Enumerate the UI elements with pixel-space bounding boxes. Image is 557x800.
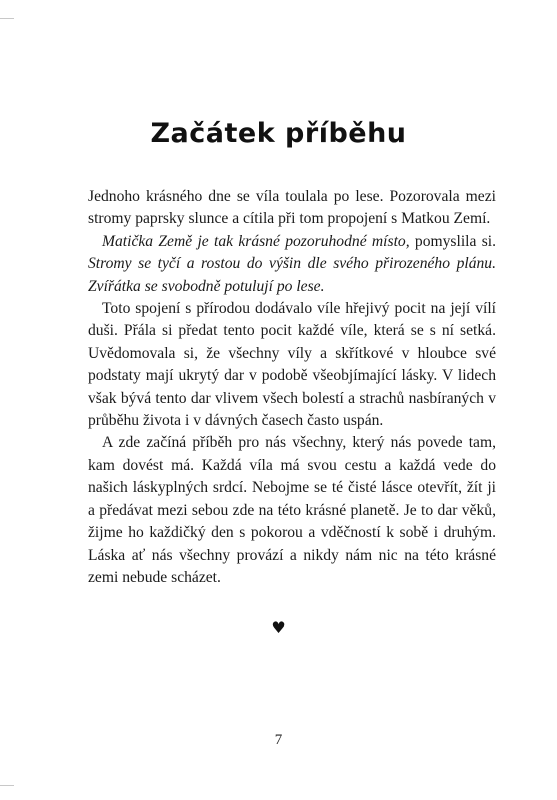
body-text xyxy=(88,186,496,589)
paragraph-2-italic: Matička Země je tak krásné pozoruhodné místo, xyxy=(102,232,410,250)
page-number: 7 xyxy=(274,732,283,748)
heart-icon: ♥ xyxy=(271,618,286,637)
crop-mark-top xyxy=(0,18,14,19)
paragraph-2-italic-end: Stromy se tyčí a rostou do výšin dle svého přirozeného plánu. Zvířátka se svobodně potulují po lese. xyxy=(88,255,496,295)
paragraph-2 xyxy=(88,231,496,298)
chapter-title: Začátek příběhu xyxy=(150,118,407,149)
crop-mark-bottom xyxy=(0,785,14,786)
paragraph-4: A zde začíná příběh pro nás všechny, který nás povede tam, kam dovést má. Každá víla má svou cestu a každá vede do našich láskyplných srdcí. Nebojme se té čisté lásce otevřít, žít ji a předávat mezi sebou zde na této krásné planetě. Je to dar věků, žijme ho každičký den s pokorou a vděčností k sobě i druhým. Láska ať nás všechny provází a nikdy nám nic na této krásné zemi nebude scházet. xyxy=(88,434,496,586)
paragraph-3: Toto spojení s přírodou dodávalo víle hřejivý pocit na její vílí duši. Přála si předat tento pocit každé víle, která se s ní setká. Uvědomovala si, že všechny víly a skřítkové v hloubce své podstaty mají ukrytý dar v podobě všeobjímající lásky. V lidech však bývá tento dar vlivem všech bolestí a strachů nasbíraných v průběhu života i v dávných časech často uspán. xyxy=(88,300,496,430)
paragraph-2-plain: pomyslila si. xyxy=(409,232,496,250)
paragraph-1: Jednoho krásného dne se víla toulala po lese. Pozorovala mezi stromy paprsky slunce a cítila při tom propojení s Matkou Zemí. xyxy=(88,188,496,228)
